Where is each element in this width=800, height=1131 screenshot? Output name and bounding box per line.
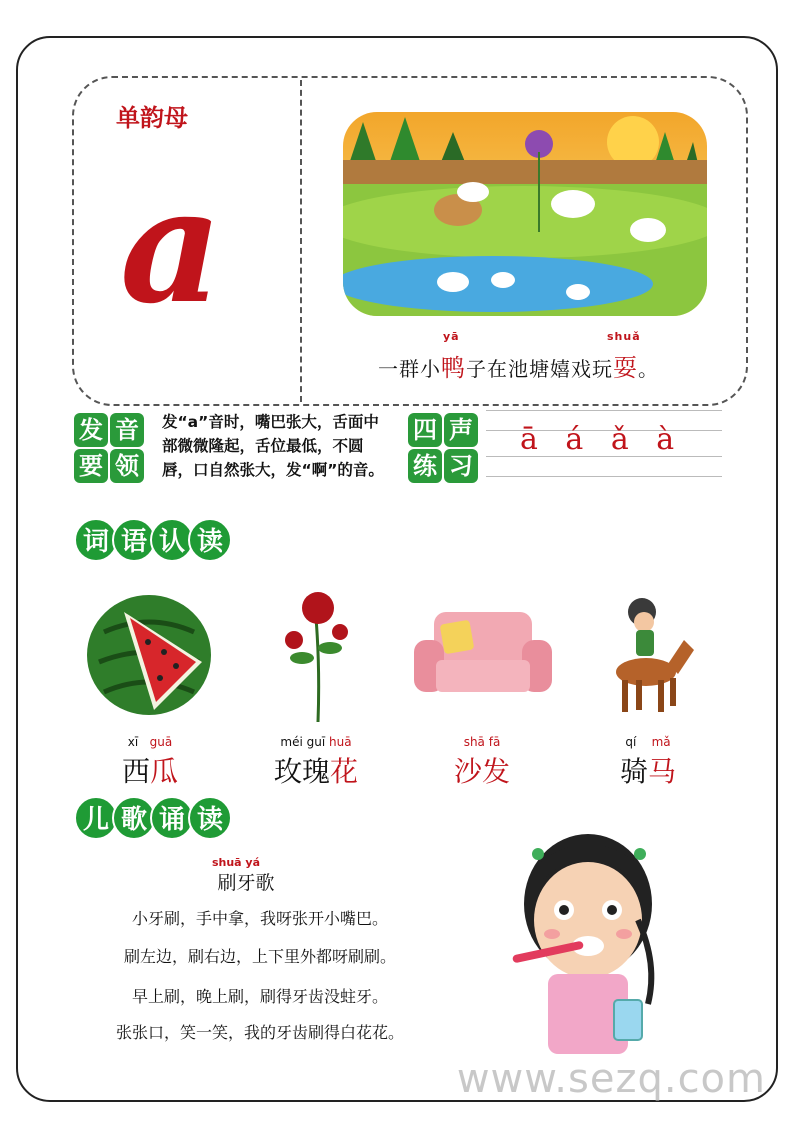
song-title: 刷牙歌 bbox=[217, 872, 275, 894]
horse-rider-icon bbox=[602, 592, 698, 722]
song-section-title: 儿 歌 诵 读 bbox=[74, 796, 226, 840]
highlight-char-ya: yā 鸭 bbox=[441, 330, 466, 382]
song-line-1: 小牙刷，手中拿，我呀张开小嘴巴。 bbox=[131, 909, 388, 928]
watermelon-icon bbox=[84, 592, 214, 722]
song-title-pinyin: shuā yá bbox=[211, 856, 261, 869]
tile-ling: 领 bbox=[110, 449, 144, 483]
big-letter: a bbox=[120, 154, 223, 339]
sofa-icon bbox=[412, 606, 554, 704]
tile-xi: 习 bbox=[444, 449, 478, 483]
word-sofa: shā fā 沙发 bbox=[453, 735, 510, 788]
pond-ducks-illustration bbox=[343, 112, 707, 316]
tile-fa: 发 bbox=[74, 413, 108, 447]
word-ride-horse: qí mǎ 骑马 bbox=[619, 735, 677, 788]
pronunciation-tip: 发“a”音时，嘴巴张大，舌面中部微微隆起，舌位最低，不圆唇，口自然张大，发“啊”的音。 bbox=[162, 413, 384, 479]
song-line-2: 刷左边，刷右边，上下里外都呀刷刷。 bbox=[123, 947, 396, 966]
highlight-char-shua: shuǎ 耍 bbox=[607, 330, 641, 382]
tile-sheng: 声 bbox=[444, 413, 478, 447]
word-watermelon: xī guā 西瓜 bbox=[121, 735, 179, 788]
song-line-4: 张张口，笑一笑，我的牙齿刷得白花花。 bbox=[115, 1023, 404, 1042]
tone-line-1 bbox=[486, 410, 722, 411]
pinyin-ya: yā bbox=[443, 330, 460, 343]
song-line-3: 早上刷，晚上刷，刷得牙齿没蛀牙。 bbox=[131, 987, 388, 1006]
girl-brushing-teeth-illustration bbox=[508, 824, 678, 1068]
tile-yao: 要 bbox=[74, 449, 108, 483]
card-divider bbox=[300, 80, 302, 402]
words-section-title: 词 语 认 读 bbox=[74, 518, 226, 562]
tone-marks: ā á ǎ à bbox=[520, 422, 675, 457]
rose-icon bbox=[280, 588, 352, 728]
tile-yin: 音 bbox=[110, 413, 144, 447]
pinyin-shua: shuǎ bbox=[607, 330, 641, 343]
tile-lian: 练 bbox=[408, 449, 442, 483]
tone-line-4 bbox=[486, 476, 722, 477]
word-rose: méi guī huā 玫瑰花 bbox=[273, 735, 359, 788]
tile-si: 四 bbox=[408, 413, 442, 447]
watermark: www.sezq.com bbox=[456, 1056, 766, 1102]
sentence-text-end: 。 bbox=[638, 357, 659, 381]
sentence-text-2: 子在池塘嬉戏玩 bbox=[466, 357, 613, 381]
sentence-text-1: 一群小 bbox=[378, 357, 441, 381]
example-sentence bbox=[378, 330, 659, 383]
category-label: 单韵母 bbox=[116, 104, 188, 132]
